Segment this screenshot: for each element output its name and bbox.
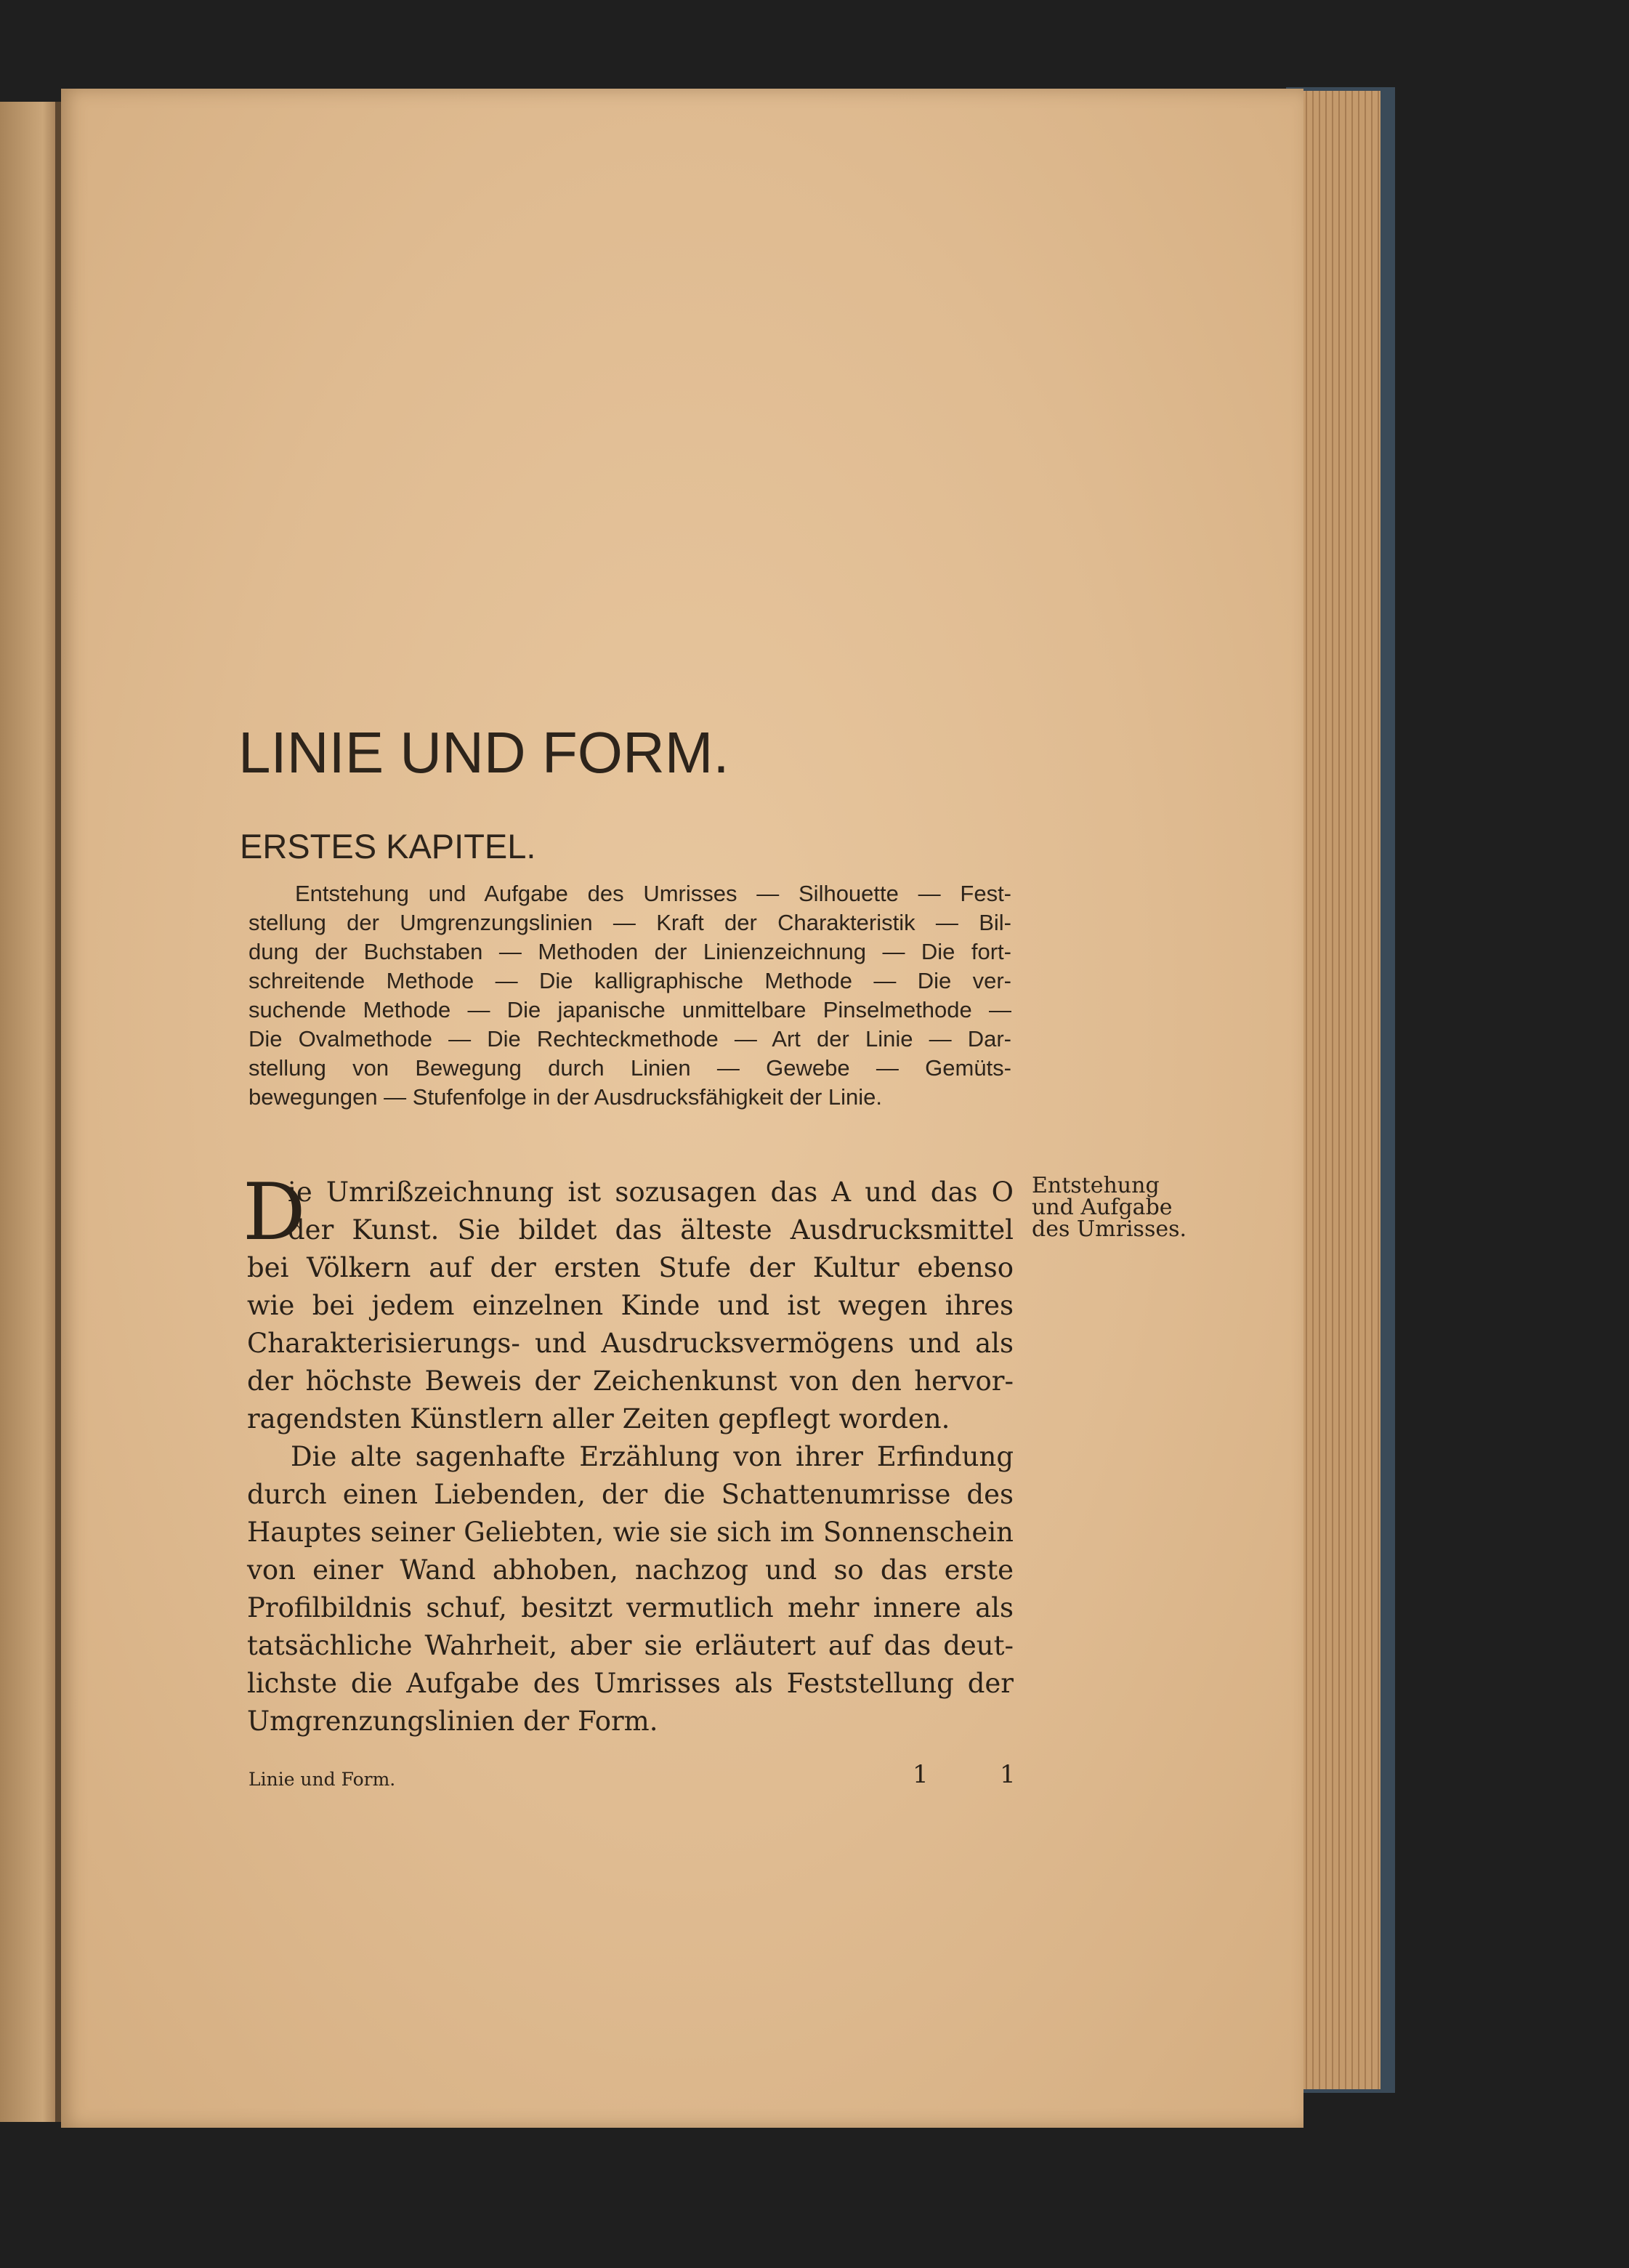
text-line: Charakterisierungs- und Ausdrucksvermögens und als bbox=[247, 1328, 1014, 1359]
text-line: tatsächliche Wahrheit, aber sie erläutert auf das deut- bbox=[247, 1630, 1014, 1661]
text-line: der Kunst. Sie bildet das älteste Ausdrucksmittel bbox=[288, 1214, 1014, 1246]
paragraph-2 bbox=[247, 1438, 1014, 1740]
text-line: lichste die Aufgabe des Umrisses als Feststellung der bbox=[247, 1668, 1014, 1699]
summary-line: stellung von Bewegung durch Linien — Gewebe — Gemüts- bbox=[248, 1055, 1011, 1081]
chapter-summary bbox=[248, 879, 1011, 1112]
text-line: Die alte sagenhafte Erzählung von ihrer Erfindung bbox=[291, 1441, 1014, 1472]
margin-note-line: des Umrisses. bbox=[1032, 1216, 1187, 1242]
summary-line: Entstehung und Aufgabe des Umrisses — Silhouette — Fest- bbox=[295, 881, 1011, 906]
text-line: durch einen Liebenden, der die Schattenumrisse des bbox=[247, 1479, 1014, 1510]
page-number: 1 bbox=[1000, 1760, 1016, 1789]
text-line: der höchste Beweis der Zeichenkunst von den hervor- bbox=[247, 1365, 1014, 1397]
summary-line: bewegungen — Stufenfolge in der Ausdrucksfähigkeit der Linie. bbox=[248, 1084, 883, 1110]
paragraph-1 bbox=[247, 1174, 1014, 1438]
text-line: Umgrenzungslinien der Form. bbox=[247, 1706, 658, 1737]
chapter-heading: ERSTES KAPITEL. bbox=[240, 827, 536, 865]
margin-note-line: Entstehung bbox=[1032, 1173, 1160, 1198]
footer-book-title: Linie und Form. bbox=[248, 1769, 396, 1790]
text-line: Profilbildnis schuf, besitzt vermutlich mehr innere als bbox=[247, 1592, 1014, 1623]
footer-signature-mark: 1 bbox=[913, 1760, 929, 1789]
text-line: wie bei jedem einzelnen Kinde und ist wegen ihres bbox=[247, 1290, 1014, 1321]
page-stack-edges bbox=[1301, 91, 1381, 2089]
drop-cap: D bbox=[243, 1167, 306, 1258]
text-line: ragendsten Künstlern aller Zeiten gepflegt worden. bbox=[247, 1403, 950, 1434]
summary-line: suchende Methode — Die japanische unmittelbare Pinselmethode — bbox=[248, 997, 1011, 1022]
margin-note-line: und Aufgabe bbox=[1032, 1195, 1173, 1220]
summary-line: stellung der Umgrenzungslinien — Kraft der Charakteristik — Bil- bbox=[248, 910, 1011, 935]
text-line: Hauptes seiner Geliebten, wie sie sich im Sonnenschein bbox=[247, 1517, 1014, 1548]
summary-line: Die Ovalmethode — Die Rechteckmethode — Art der Linie — Dar- bbox=[248, 1026, 1011, 1052]
summary-line: dung der Buchstaben — Methoden der Linienzeichnung — Die fort- bbox=[248, 939, 1011, 964]
summary-line: schreitende Methode — Die kalligraphische Methode — Die ver- bbox=[248, 968, 1011, 993]
text-line: ie Umrißzeichnung ist sozusagen das A und das O bbox=[288, 1177, 1014, 1208]
book-page bbox=[61, 89, 1303, 2128]
text-line: bei Völkern auf der ersten Stufe der Kultur ebenso bbox=[247, 1252, 1014, 1283]
facing-page-edge bbox=[0, 102, 61, 2122]
book-title: LINIE UND FORM. bbox=[238, 720, 729, 785]
body-text bbox=[243, 1167, 1014, 1740]
text-line: von einer Wand abhoben, nachzog und so das erste bbox=[247, 1554, 1014, 1586]
margin-note bbox=[1032, 1175, 1187, 1240]
